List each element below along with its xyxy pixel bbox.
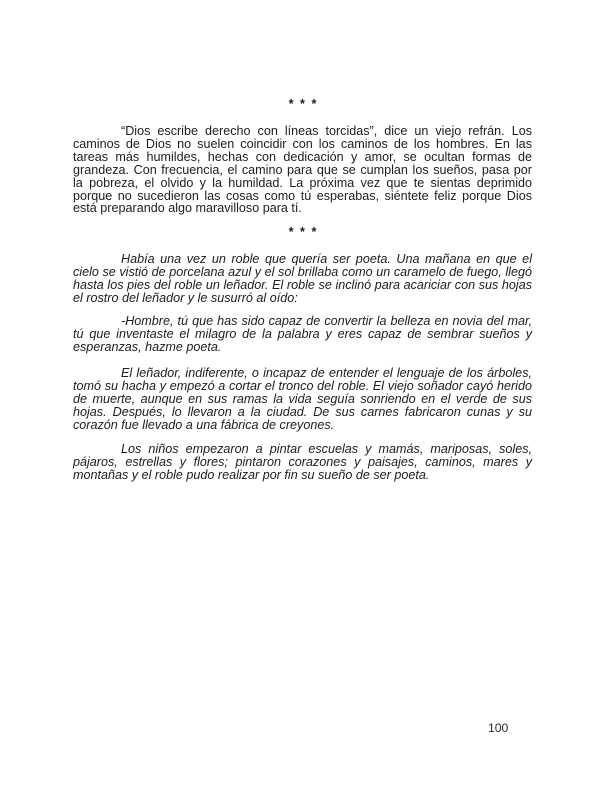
page-number: 100 xyxy=(488,721,509,735)
section-separator: * * * xyxy=(288,225,317,239)
paragraph-story-woodcutter: El leñador, indiferente, o incapaz de entender el lenguaje de los árboles, tomó su hacha y empezó a cortar el tronco del roble. El viejo soñador cayó herido de muerte, aunque en sus ramas la vida seguía sonriendo en el verde de sus hojas. Después, lo llevaron a la ciudad. De sus carnes fabricaron cunas y su corazón fue llevado a una fábrica de creyones. xyxy=(73,366,532,432)
paragraph-proverb: “Dios escribe derecho con líneas torcidas”, dice un viejo refrán. Los caminos de Dios no suelen coincidir con los caminos de los hombres. En las tareas más humildes, hechas con dedicación y amor, se ocultan formas de grandeza. Con frecuencia, el camino para que se cumplan los sueños, pasa por la pobreza, el olvido y la humildad. La próxima vez que te sientas deprimido porque no sucedieron las cosas como tú esperabas, siéntete feliz porque Dios está preparando algo maravilloso para tí. xyxy=(73,124,532,216)
section-separator: * * * xyxy=(288,97,317,111)
paragraph-story-children: Los niños empezaron a pintar escuelas y mamás, mariposas, soles, pájaros, estrellas y flores; pintaron corazones y paisajes, caminos, mares y montañas y el roble pudo realizar por fin su sueño de ser poeta. xyxy=(73,442,532,482)
paragraph-story-dialogue: -Hombre, tú que has sido capaz de convertir la belleza en novia del mar, tú que inventaste el milagro de la palabra y eres capaz de sembrar sueños y esperanzas, hazme poeta. xyxy=(73,314,532,354)
paragraph-story-intro: Había una vez un roble que quería ser poeta. Una mañana en que el cielo se vistió de porcelana azul y el sol brillaba como un caramelo de fuego, llegó hasta los pies del roble un leñador. El roble se inclinó para acariciar con sus hojas el rostro del leñador y le susurró al oído: xyxy=(73,252,532,305)
